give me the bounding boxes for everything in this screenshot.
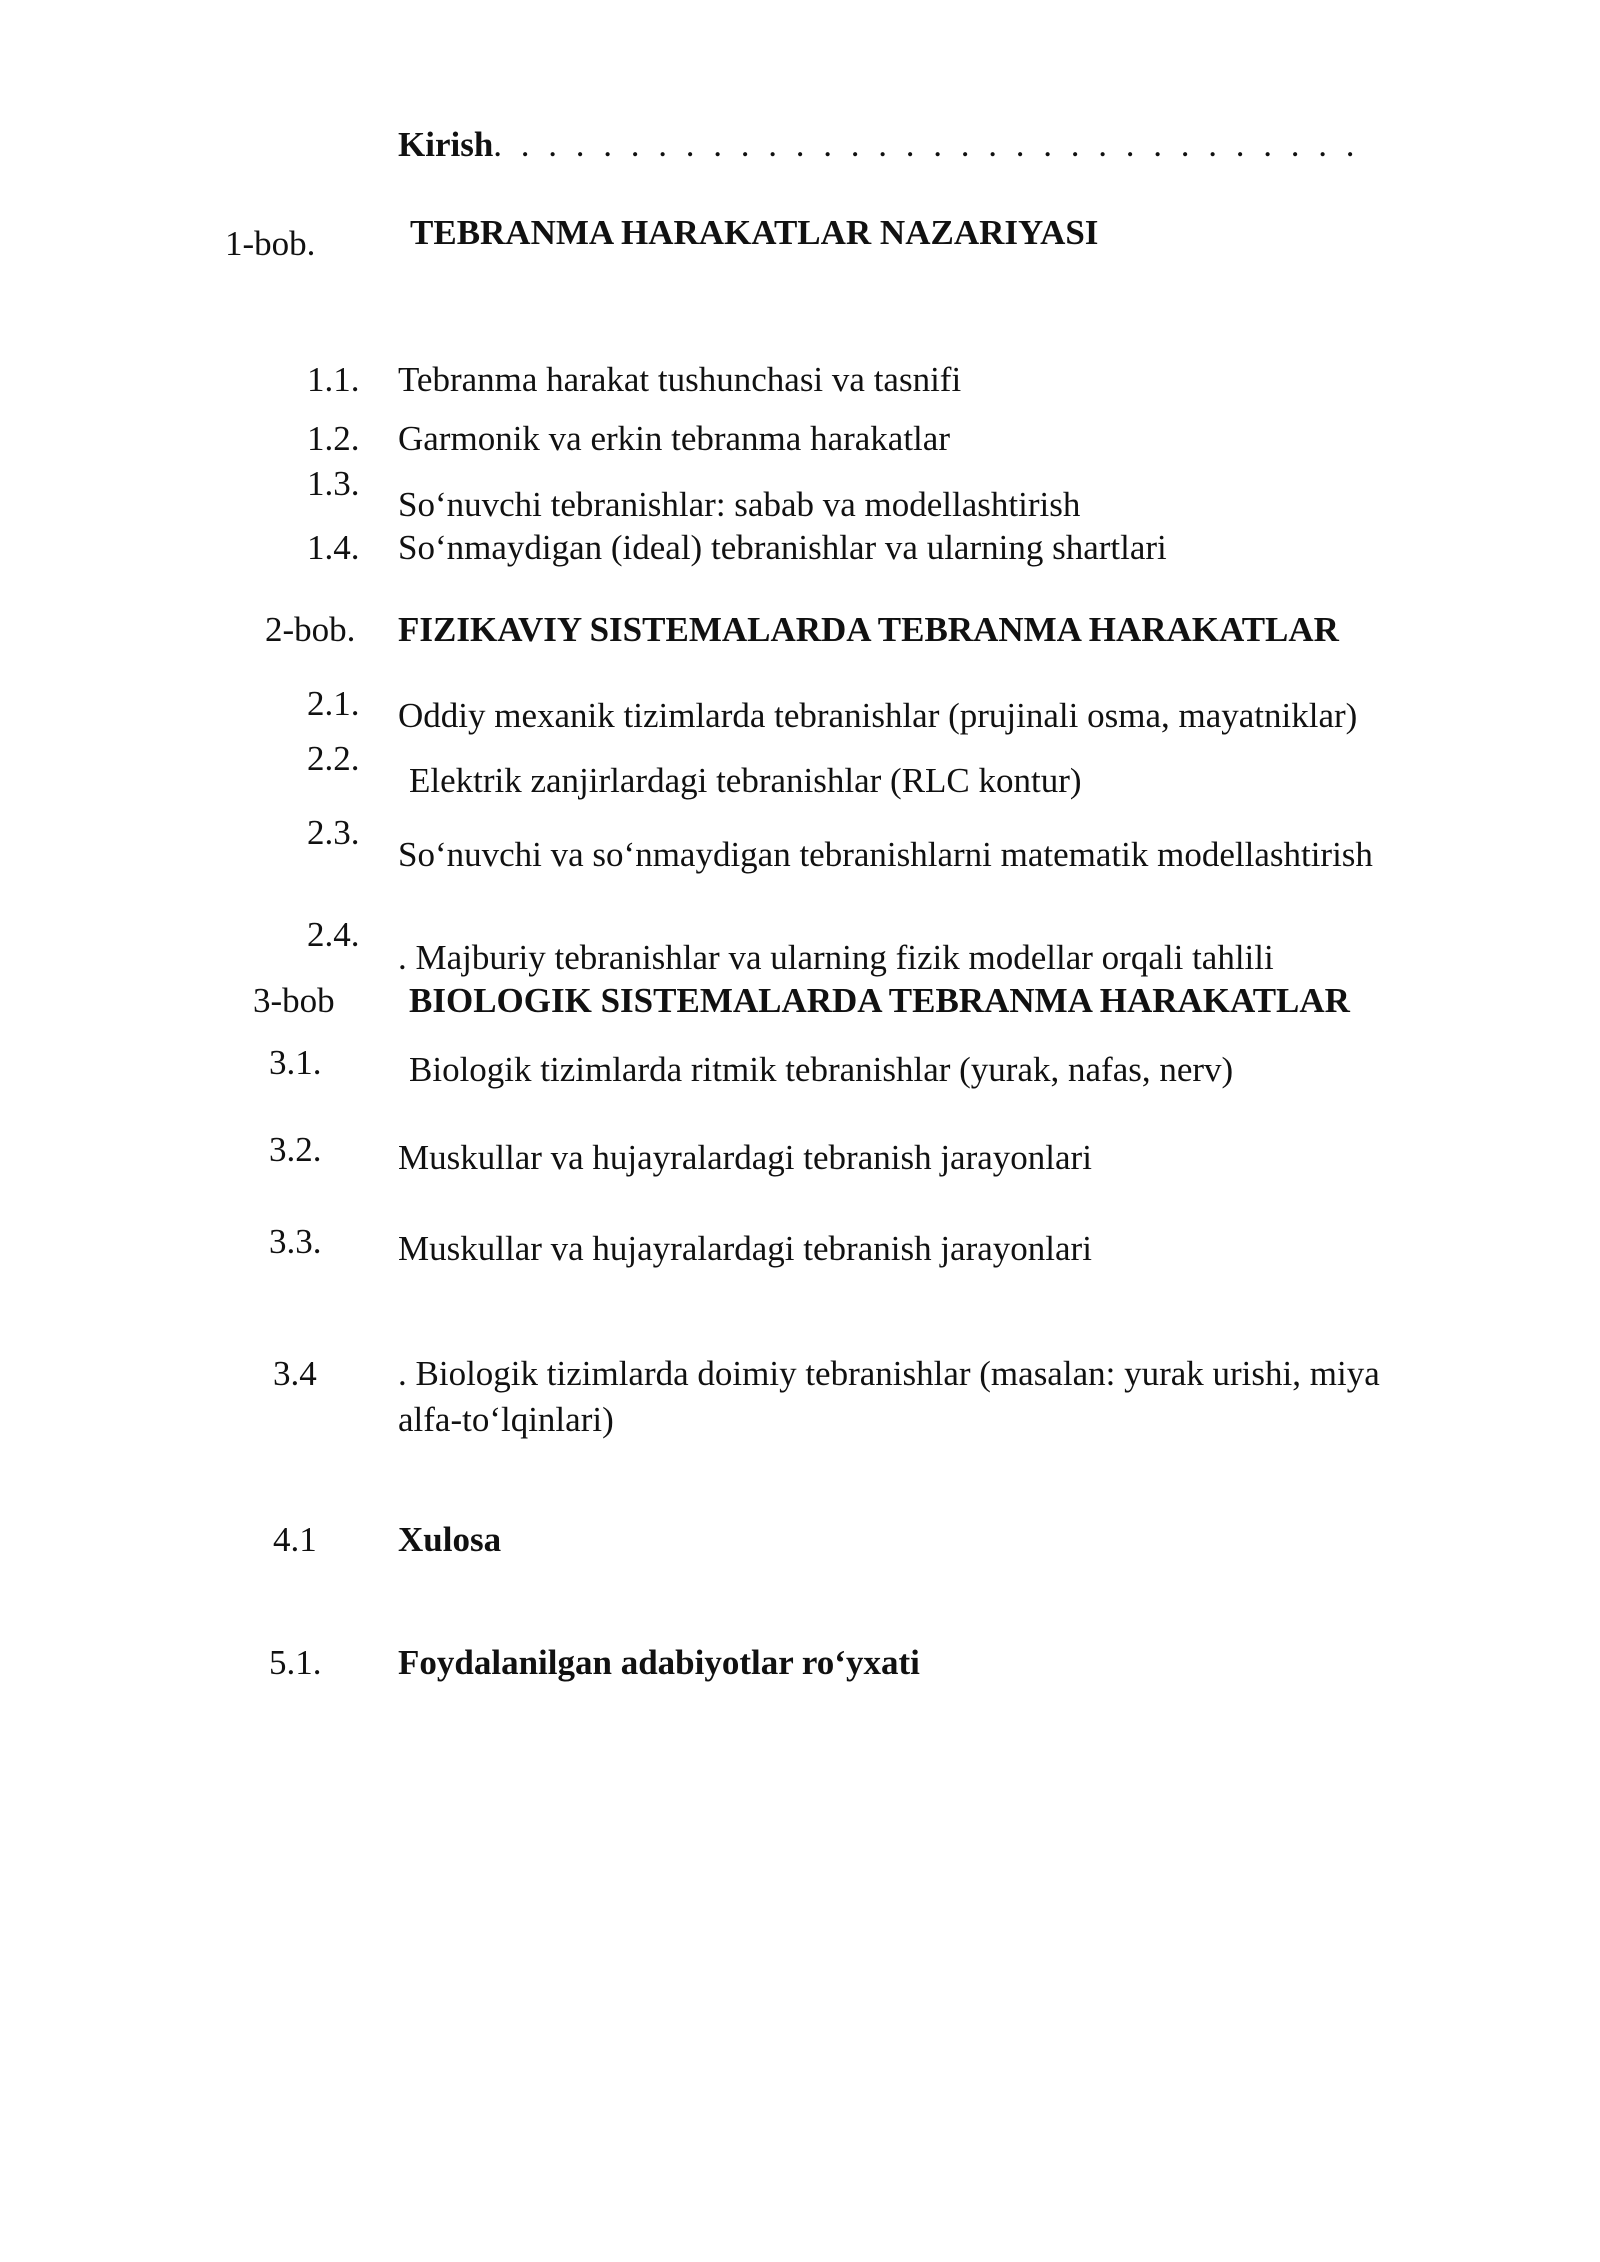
intro-leader-dots: . . . . . . . . . . . . . . . . . . . . . . . . . . . . . . . .: [493, 125, 1360, 164]
section-3-2-title: Muskullar va hujayralardagi tebranish jarayonlari: [398, 1138, 1092, 1177]
section-2-1-title: Oddiy mexanik tizimlarda tebranishlar (prujinali osma, mayatniklar): [398, 696, 1358, 735]
section-2-3-number: 2.3.: [307, 813, 360, 852]
section-1-1-title: Tebranma harakat tushunchasi va tasnifi: [398, 360, 962, 399]
section-2-4-number: 2.4.: [307, 915, 360, 954]
section-3-4-title-line-1: . Biologik tizimlarda doimiy tebranishlar (masalan: yurak urishi, miya: [398, 1354, 1380, 1393]
conclusion-title: Xulosa: [398, 1520, 502, 1559]
chapter-2-number: 2-bob.: [265, 610, 356, 649]
section-2-4-title: . Majburiy tebranishlar va ularning fizik modellar orqali tahlili: [398, 938, 1274, 977]
section-3-3-title: Muskullar va hujayralardagi tebranish jarayonlari: [398, 1229, 1092, 1268]
references-number: 5.1.: [269, 1643, 322, 1682]
section-3-4-title-line-2: alfa-to‘lqinlari): [398, 1400, 614, 1439]
section-3-2-number: 3.2.: [269, 1130, 322, 1169]
section-1-2-title: Garmonik va erkin tebranma harakatlar: [398, 419, 950, 458]
section-2-2-title: Elektrik zanjirlardagi tebranishlar (RLC kontur): [409, 761, 1082, 800]
conclusion-number: 4.1: [273, 1520, 317, 1559]
chapter-1-title: TEBRANMA HARAKATLAR NAZARIYASI: [410, 213, 1099, 252]
section-2-3-title: So‘nuvchi va so‘nmaydigan tebranishlarni matematik modellashtirish: [398, 835, 1373, 874]
chapter-1-number: 1-bob.: [225, 224, 316, 263]
chapter-3-number: 3-bob: [253, 981, 335, 1020]
section-1-4-title: So‘nmaydigan (ideal) tebranishlar va ularning shartlari: [398, 528, 1167, 567]
section-2-1-number: 2.1.: [307, 684, 360, 723]
section-3-3-number: 3.3.: [269, 1222, 322, 1261]
chapter-2-title: FIZIKAVIY SISTEMALARDA TEBRANMA HARAKATLAR: [398, 610, 1339, 649]
section-1-3-number: 1.3.: [307, 464, 360, 503]
toc-intro: [398, 125, 1360, 165]
section-2-2-number: 2.2.: [307, 739, 360, 778]
intro-title: Kirish: [398, 125, 494, 164]
section-3-1-number: 3.1.: [269, 1043, 322, 1082]
section-3-4-number: 3.4: [273, 1354, 317, 1393]
section-1-3-title: So‘nuvchi tebranishlar: sabab va modellashtirish: [398, 485, 1081, 524]
references-title: Foydalanilgan adabiyotlar ro‘yxati: [398, 1643, 920, 1682]
section-3-1-title: Biologik tizimlarda ritmik tebranishlar (yurak, nafas, nerv): [409, 1050, 1234, 1089]
chapter-3-title: BIOLOGIK SISTEMALARDA TEBRANMA HARAKATLAR: [409, 981, 1350, 1020]
section-1-4-number: 1.4.: [307, 528, 360, 567]
section-1-1-number: 1.1.: [307, 360, 360, 399]
section-1-2-number: 1.2.: [307, 419, 360, 458]
